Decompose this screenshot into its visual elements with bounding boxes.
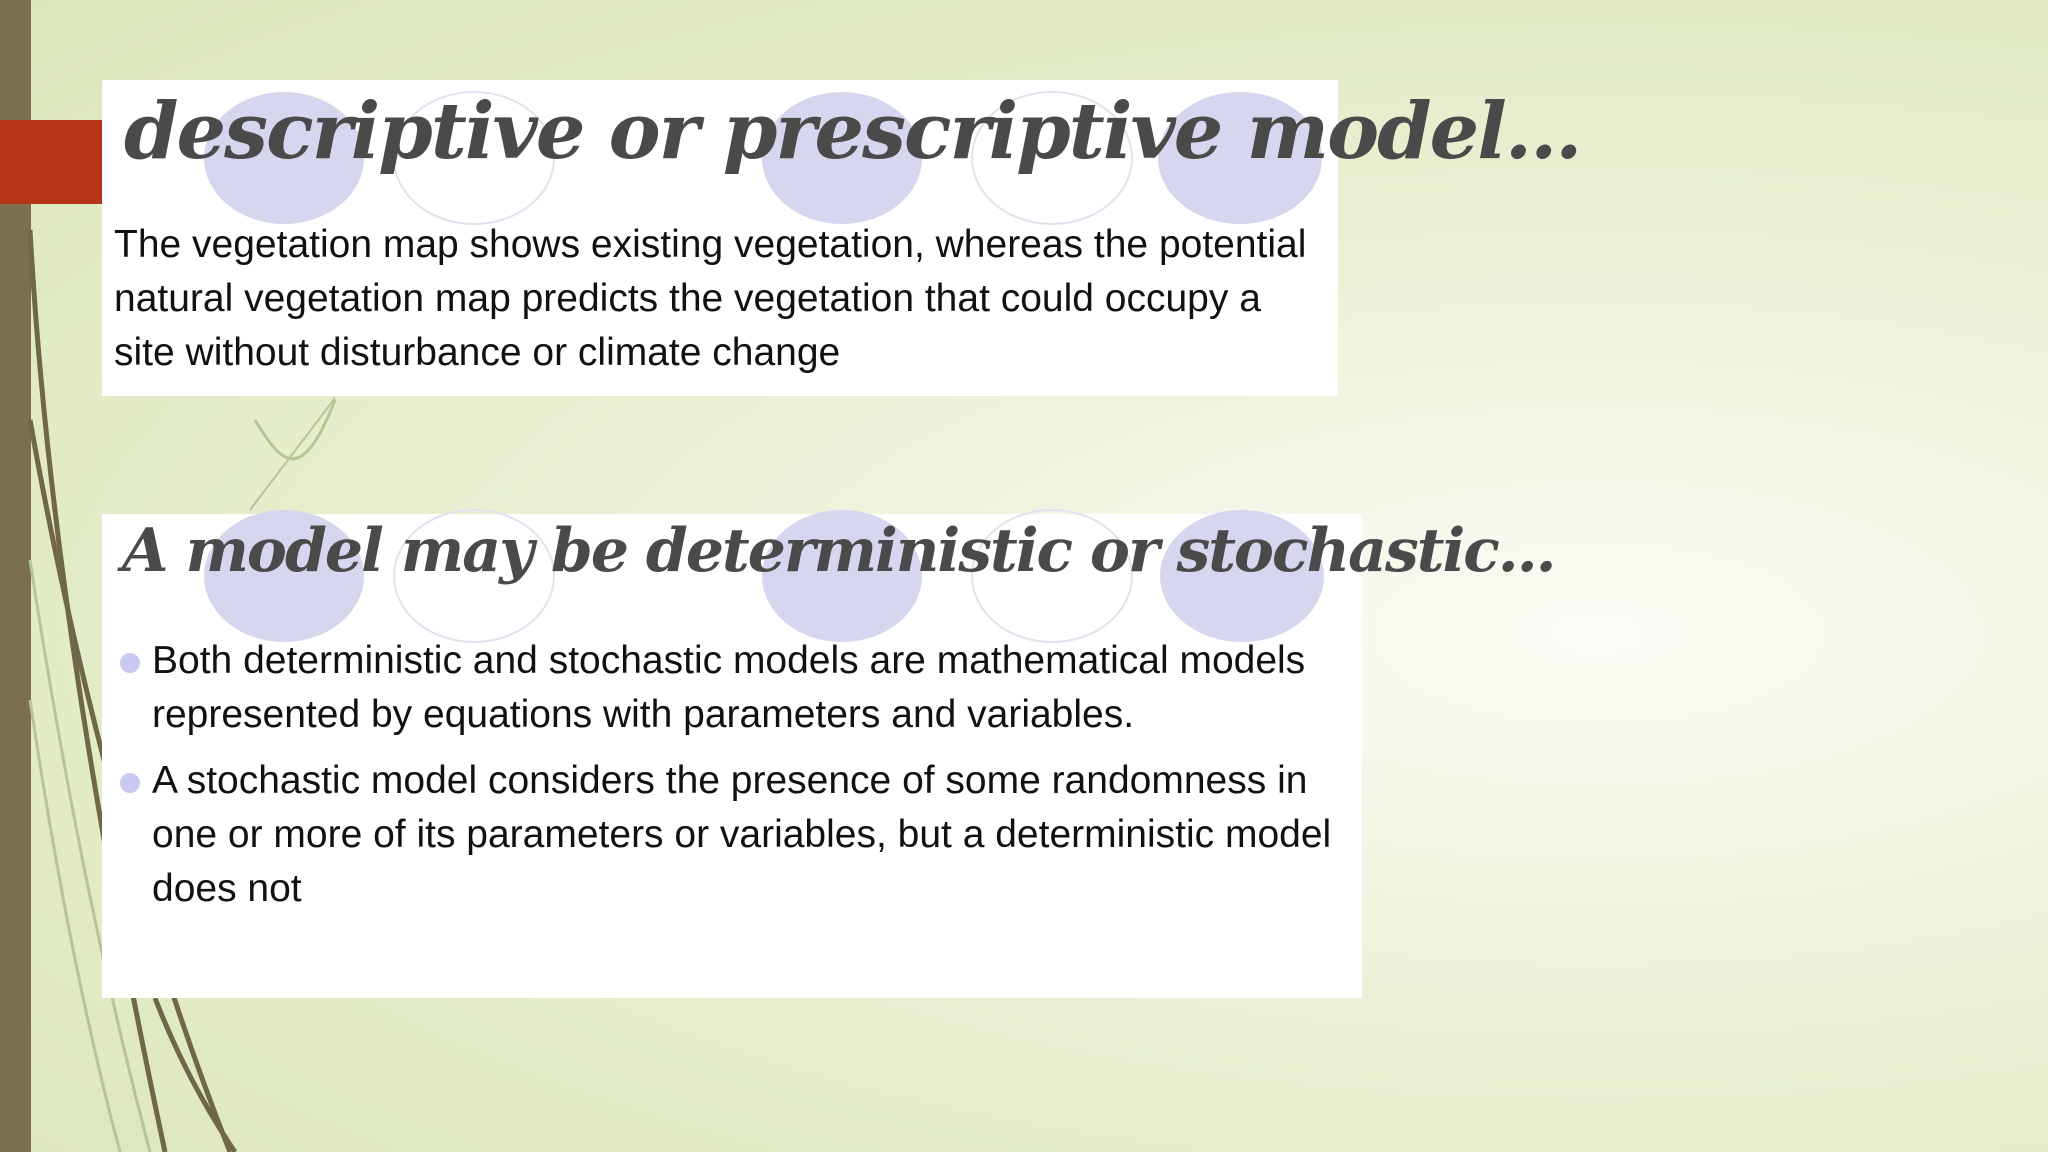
bullet-dot-icon [120, 773, 140, 793]
bullet-text: A stochastic model considers the presence of some randomness in one or more of its parameters or variables, but a deterministic model does not [152, 759, 1332, 910]
panel-title: A model may be deterministic or stochastic... [122, 516, 1555, 586]
bullet-list [116, 634, 1346, 928]
list-item [116, 634, 1346, 742]
panel-descriptive-model [102, 80, 1581, 396]
bullet-dot-icon [120, 653, 140, 673]
list-item [116, 754, 1346, 916]
bullet-text: Both deterministic and stochastic models are mathematical models represented by equations with parameters and variables. [152, 639, 1306, 736]
panel-body-text: The vegetation map shows existing vegetation, whereas the potential natural vegetation map predicts the vegetation that could occupy a site without disturbance or climate change [114, 223, 1307, 374]
panel-title: descriptive or prescriptive model... [124, 86, 1581, 177]
panel-deterministic-model [102, 514, 1555, 998]
accent-block [0, 120, 102, 204]
